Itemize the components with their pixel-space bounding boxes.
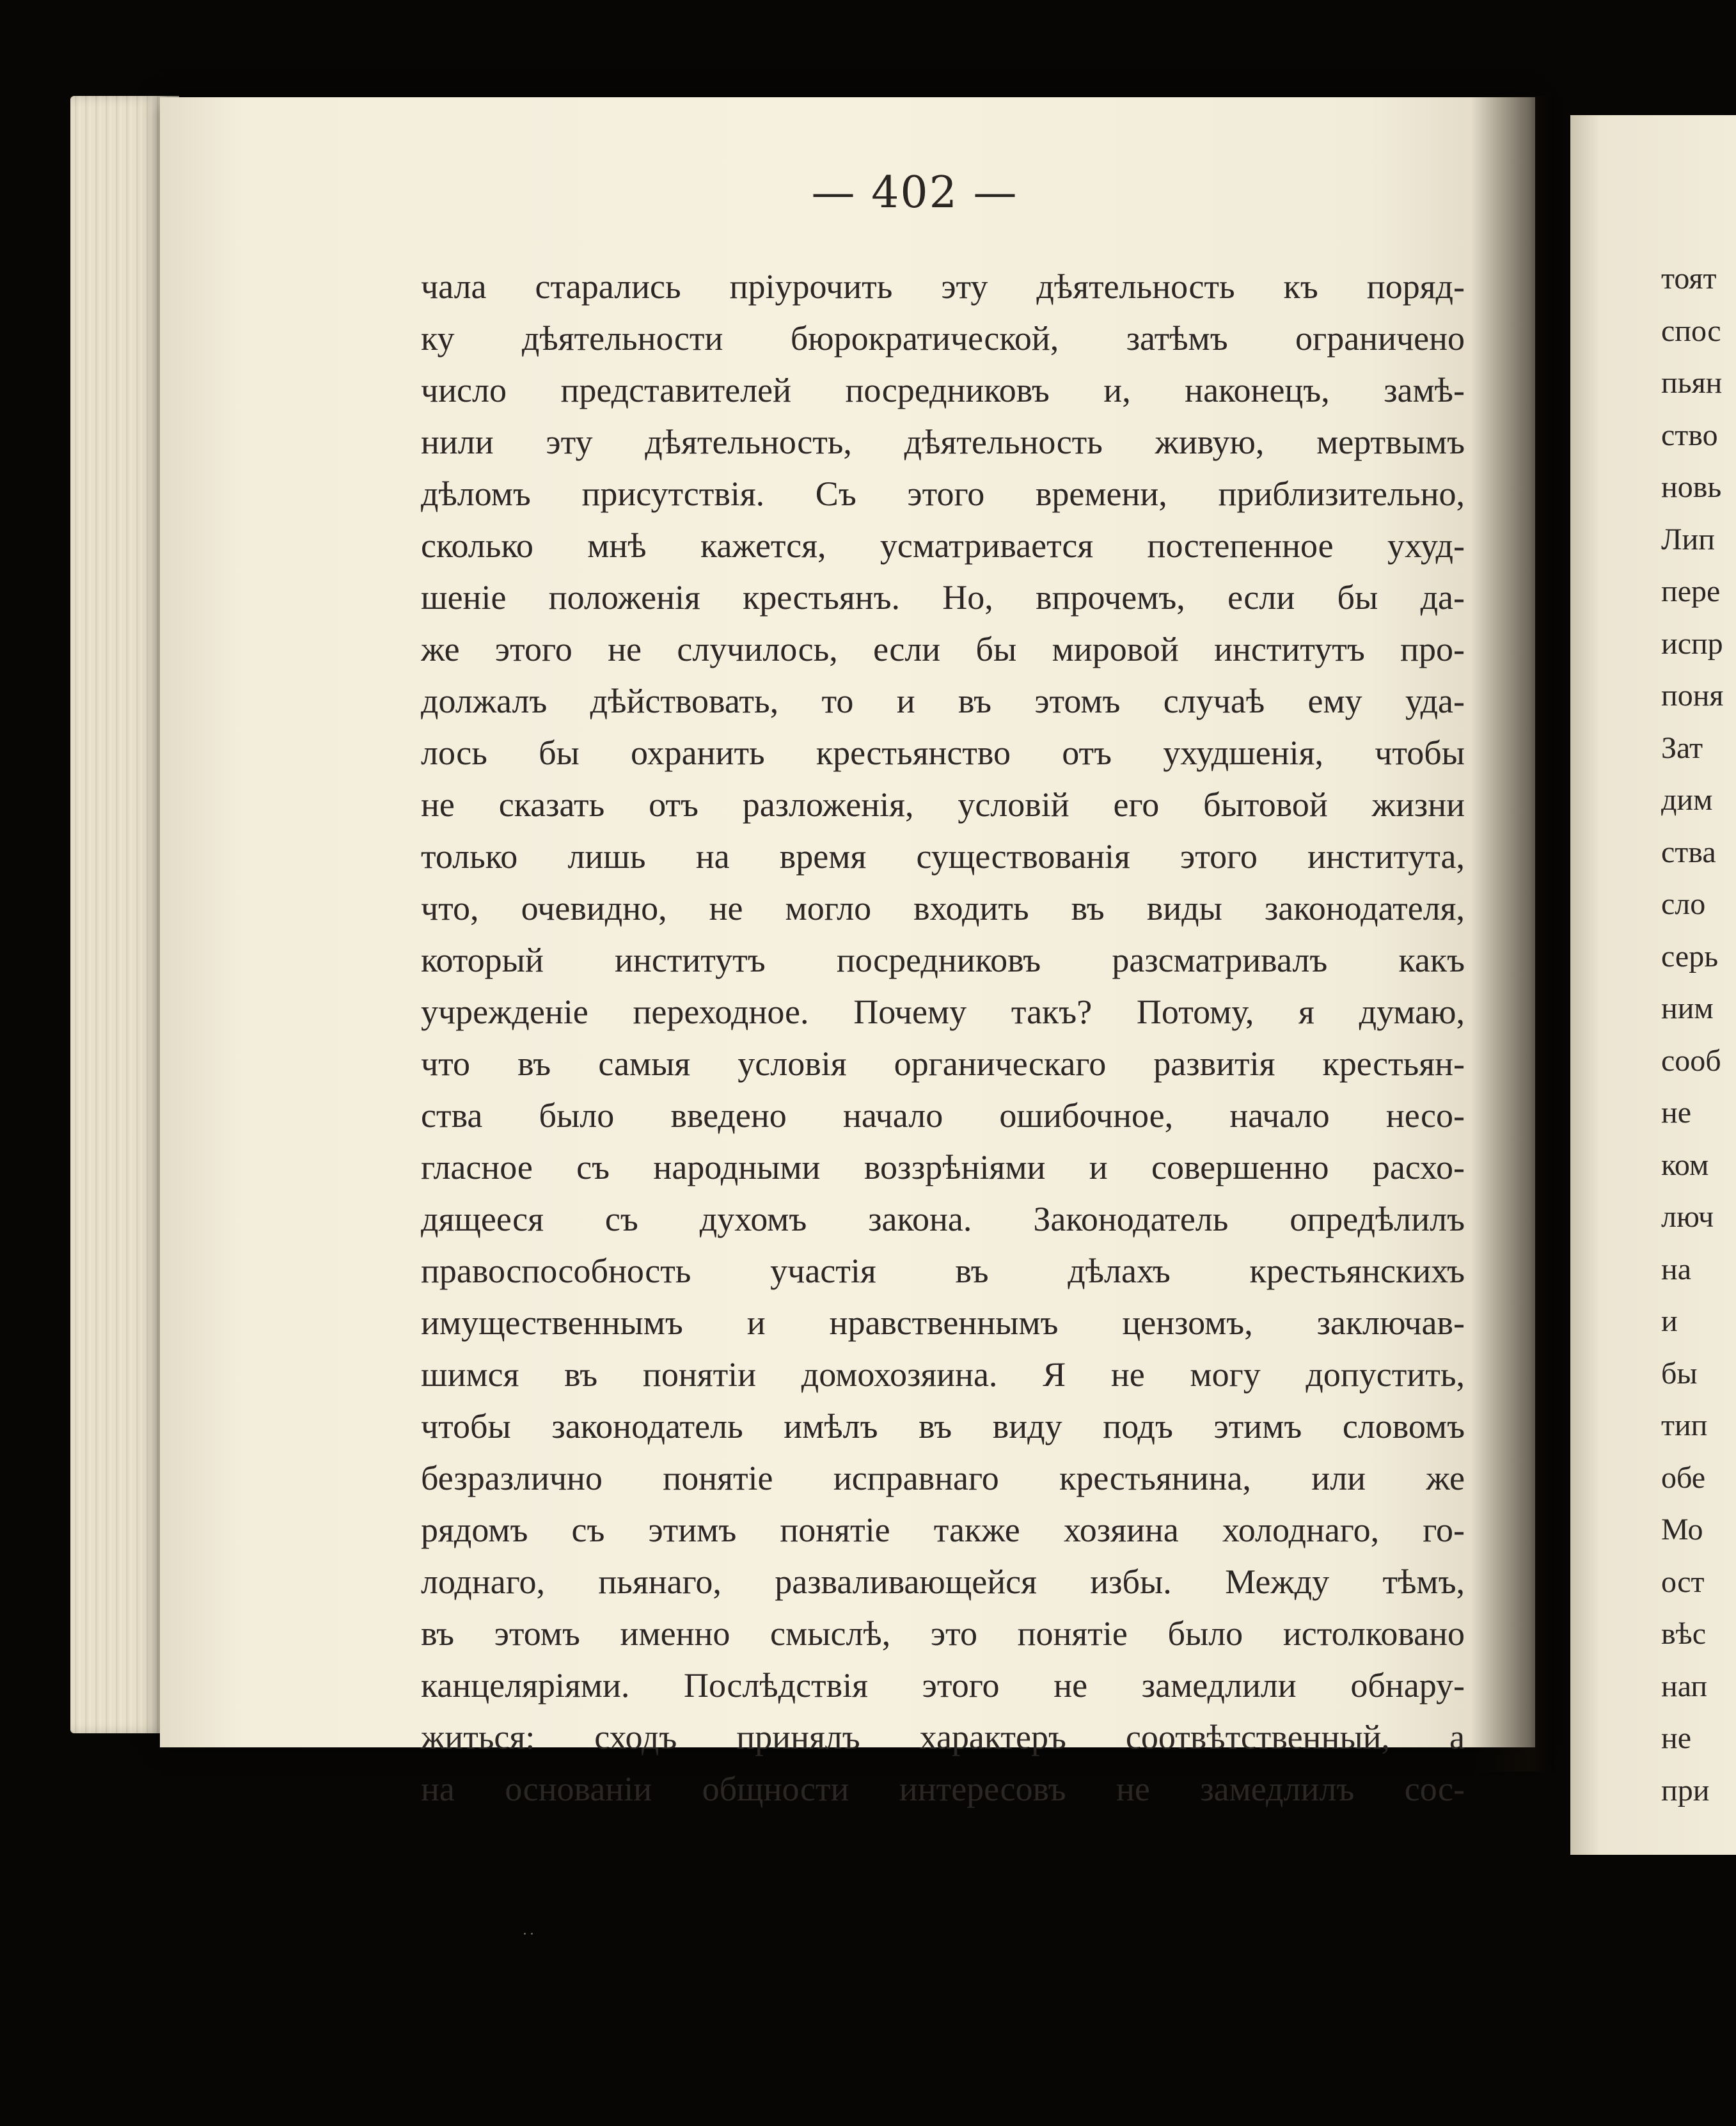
text-line-fragment: на xyxy=(1661,1252,1691,1286)
text-line: учрежденіе переходное. Почему такъ? Потому, я думаю, xyxy=(421,993,1465,1031)
text-line: правоспособность участія въ дѣлахъ крестьянскихъ xyxy=(421,1252,1465,1290)
text-line-fragment: ство xyxy=(1661,418,1718,452)
text-line: же этого не случилось, если бы мировой институтъ про- xyxy=(421,630,1465,668)
text-line: на основаніи общности интересовъ не замедлилъ сос- xyxy=(421,1770,1465,1808)
text-line-fragment: дим xyxy=(1661,783,1713,817)
gutter-shadow xyxy=(1471,96,1554,1772)
text-line-fragment: поня xyxy=(1661,679,1724,713)
right-page-text-fragment xyxy=(1661,253,1723,1816)
text-line-fragment: испр xyxy=(1661,626,1723,661)
text-line-fragment: бы xyxy=(1661,1356,1698,1390)
text-line: гласное съ народными воззрѣніями и совершенно расхо- xyxy=(421,1148,1465,1186)
text-line-fragment: ним xyxy=(1661,991,1714,1025)
text-line-fragment: ства xyxy=(1661,835,1716,869)
text-line-fragment: тоят xyxy=(1661,262,1717,295)
text-line-fragment: новь xyxy=(1661,470,1722,504)
text-line: что въ самыя условія органическаго развитія крестьян- xyxy=(421,1044,1465,1083)
text-line: должалъ дѣйствовать, то и въ этомъ случаѣ ему уда- xyxy=(421,682,1465,720)
text-line-fragment: сло xyxy=(1661,887,1706,921)
text-line-fragment: при xyxy=(1661,1773,1710,1807)
text-line: ку дѣятельности бюрократической, затѣмъ ограничено xyxy=(421,319,1465,358)
text-line: рядомъ съ этимъ понятіе также хозяина холоднаго, го- xyxy=(421,1511,1465,1549)
text-line: дѣломъ присутствія. Съ этого времени, приблизительно, xyxy=(421,475,1465,513)
text-line: чала старались пріурочить эту дѣятельность къ поряд- xyxy=(421,267,1465,306)
text-line: въ этомъ именно смыслѣ, это понятіе было истолковано xyxy=(421,1614,1465,1653)
text-line-fragment: Мо xyxy=(1661,1513,1703,1547)
text-line: дящееся съ духомъ закона. Законодатель опредѣлилъ xyxy=(421,1200,1465,1238)
text-line-fragment: обе xyxy=(1661,1460,1706,1495)
left-page-text xyxy=(421,261,1465,1815)
text-line-fragment: вѣс xyxy=(1661,1617,1707,1651)
text-line: чтобы законодатель имѣлъ въ виду подъ этимъ словомъ xyxy=(421,1407,1465,1445)
text-line: ства было введено начало ошибочное, начало несо- xyxy=(421,1096,1465,1135)
text-line-fragment: сооб xyxy=(1661,1043,1721,1078)
text-line: который институтъ посредниковъ разсматривалъ какъ xyxy=(421,941,1465,979)
text-line: имущественнымъ и нравственнымъ цензомъ, заключав- xyxy=(421,1303,1465,1342)
text-line: сколько мнѣ кажется, усматривается постепенное ухуд- xyxy=(421,526,1465,565)
text-line-fragment: спос xyxy=(1661,313,1721,348)
text-line-fragment: тип xyxy=(1661,1408,1708,1442)
page-number: — 402 — xyxy=(811,168,1018,218)
text-line-fragment: и xyxy=(1661,1304,1678,1338)
text-line-fragment: люч xyxy=(1661,1200,1714,1234)
text-line: житься: сходъ принялъ характеръ соотвѣтственный, а xyxy=(421,1718,1465,1756)
text-line-fragment: пере xyxy=(1661,574,1721,608)
text-line-fragment: Лип xyxy=(1661,522,1715,556)
text-line-fragment: ком xyxy=(1661,1147,1709,1182)
text-line-fragment: не xyxy=(1661,1721,1691,1755)
text-line: что, очевидно, не могло входить въ виды законодателя, xyxy=(421,889,1465,927)
text-line: лоднаго, пьянаго, разваливающейся избы. Между тѣмъ, xyxy=(421,1563,1465,1601)
text-line-fragment: не xyxy=(1661,1096,1691,1130)
text-line-fragment: пьян xyxy=(1661,366,1723,400)
text-line-fragment: нап xyxy=(1661,1669,1708,1703)
text-line: канцеляріями. Послѣдствія этого не замедлили обнару- xyxy=(421,1666,1465,1705)
text-line-fragment: серь xyxy=(1661,939,1719,973)
text-line: не сказать отъ разложенія, условій его бытовой жизни xyxy=(421,785,1465,824)
text-line: шеніе положенія крестьянъ. Но, впрочемъ, если бы да- xyxy=(421,578,1465,617)
text-line: число представителей посредниковъ и, наконецъ, замѣ- xyxy=(421,371,1465,409)
paper-speck: ˙˙ xyxy=(521,1932,535,1948)
text-line-fragment: ост xyxy=(1661,1564,1705,1599)
text-line-fragment: Зат xyxy=(1661,730,1703,765)
text-line: безразлично понятіе исправнаго крестьянина, или же xyxy=(421,1459,1465,1497)
text-line: нили эту дѣятельность, дѣятельность живую, мертвымъ xyxy=(421,423,1465,461)
text-line: шимся въ понятіи домохозяина. Я не могу допустить, xyxy=(421,1355,1465,1394)
text-line: лось бы охранить крестьянство отъ ухудшенія, чтобы xyxy=(421,734,1465,772)
text-line: только лишь на время существованія этого института, xyxy=(421,837,1465,876)
